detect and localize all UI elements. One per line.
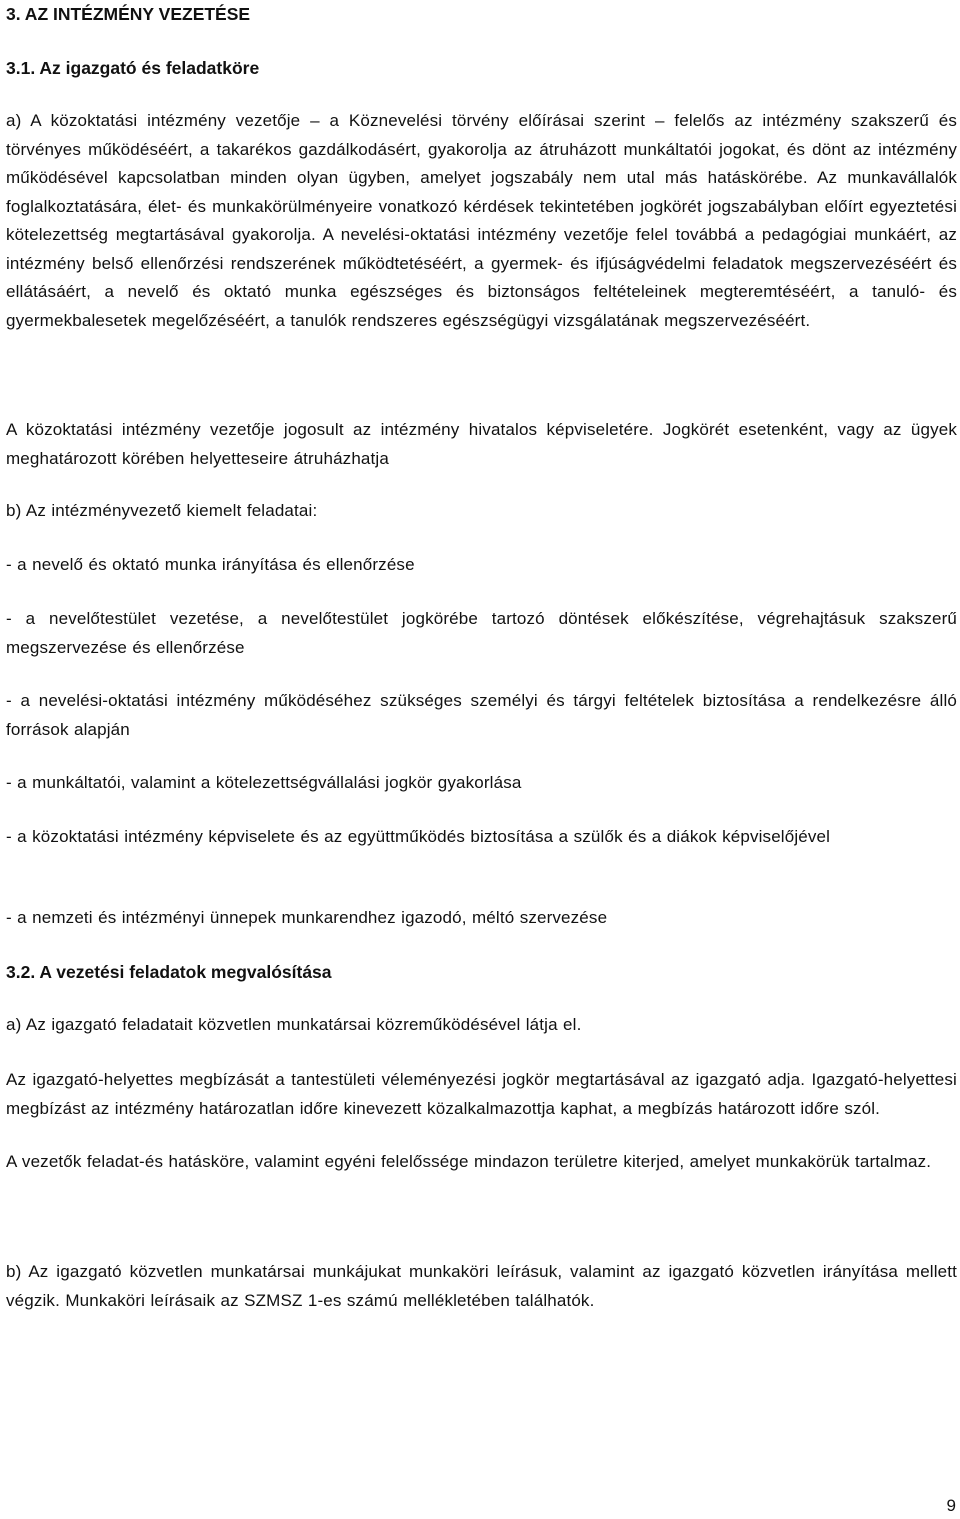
section-title-3-2: 3.2. A vezetési feladatok megvalósítása (6, 962, 332, 982)
task-item-3: - a nevelési-oktatási intézmény működéséhez szükséges személyi és tárgyi feltételek biztosítása a rendelkezésre álló források alapján (6, 691, 957, 739)
paragraph-a-part1: a) A közoktatási intézmény vezetője – a Köznevelési törvény előírásai szerint – felelős az intézmény szakszerű és törvényes működéséért, a takarékos gazdálkodásért, gyakorolja az átruházott munkáltatói jogokat, és dönt az intézmény működésével kapcsolatban minden olyan ügyben, amelyet jogszabály nem utal más hatáskörébe. (6, 111, 957, 187)
task-item-1: - a nevelő és oktató munka irányítása és ellenőrzése (6, 555, 415, 574)
page-number: 9 (946, 1496, 956, 1515)
task-item-6: - a nemzeti és intézményi ünnepek munkarendhez igazodó, méltó szervezése (6, 908, 608, 927)
paragraph-deputy: Az igazgató-helyettes megbízását a tantestületi véleményezési jogkör megtartásával az igazgató adja. Igazgató-helyettesi megbízást az intézmény határozatlan időre kinevezett közalkalmazottja kaphat, a megbízás határozott időre szól. (6, 1070, 957, 1118)
task-item-4: - a munkáltatói, valamint a kötelezettségvállalási jogkör gyakorlása (6, 773, 522, 792)
task-item-5: - a közoktatási intézmény képviselete és az együttműködés biztosítása a szülők és a diákok képviselőjével (6, 827, 831, 846)
paragraph-leaders: A vezetők feladat-és hatásköre, valamint egyéni felelőssége mindazon területre kiterjed, amelyet munkakörük tartalmaz. (6, 1152, 932, 1171)
paragraph-a-part3: A nevelési-oktatási intézmény vezetője felel továbbá a pedagógiai munkáért, az intézmény belső ellenőrzési rendszerének működtetéséért, a gyermek- és ifjúságvédelmi feladatok megszervezéséért és ellátásáért, a nevelő és oktató munka egészséges és biztonságos feltételeinek megteremtéséért, a tanuló- és gyermekbalesetek megelőzéséért, a tanulók rendszeres egészségügyi vizsgálatának megszervezéséért. (6, 225, 957, 330)
section-title-3-1: 3.1. Az igazgató és feladatköre (6, 58, 260, 78)
paragraph-3-2-b: b) Az igazgató közvetlen munkatársai munkájukat munkaköri leírásuk, valamint az igazgató közvetlen irányítása mellett végzik. Munkaköri leírásaik az SZMSZ 1-es számú mellékletében találhatók. (6, 1262, 957, 1310)
paragraph-b-title: b) Az intézményvezető kiemelt feladatai: (6, 501, 318, 520)
paragraph-representation: A közoktatási intézmény vezetője jogosult az intézmény hivatalos képviseletére. Jogkörét esetenként, vagy az ügyek meghatározott körében helyetteseire átruházhatja (6, 420, 957, 468)
paragraph-3-2-a: a) Az igazgató feladatait közvetlen munkatársai közreműködésével látja el. (6, 1015, 582, 1034)
chapter-title: 3. AZ INTÉZMÉNY VEZETÉSE (6, 4, 251, 24)
paragraph-a-part2: Az munkavállalók foglalkoztatására, élet- és munkakörülményeire vonatkozó kérdések tekintetében jogkörét jogszabályban előírt egyeztetési kötelezettség megtartásával gyakorolja. (6, 168, 958, 244)
task-item-2: - a nevelőtestület vezetése, a nevelőtestület jogkörébe tartozó döntések előkészítése, végrehajtásuk szakszerű megszervezése és ellenőrzése (6, 609, 957, 657)
paragraph-a (6, 107, 957, 335)
